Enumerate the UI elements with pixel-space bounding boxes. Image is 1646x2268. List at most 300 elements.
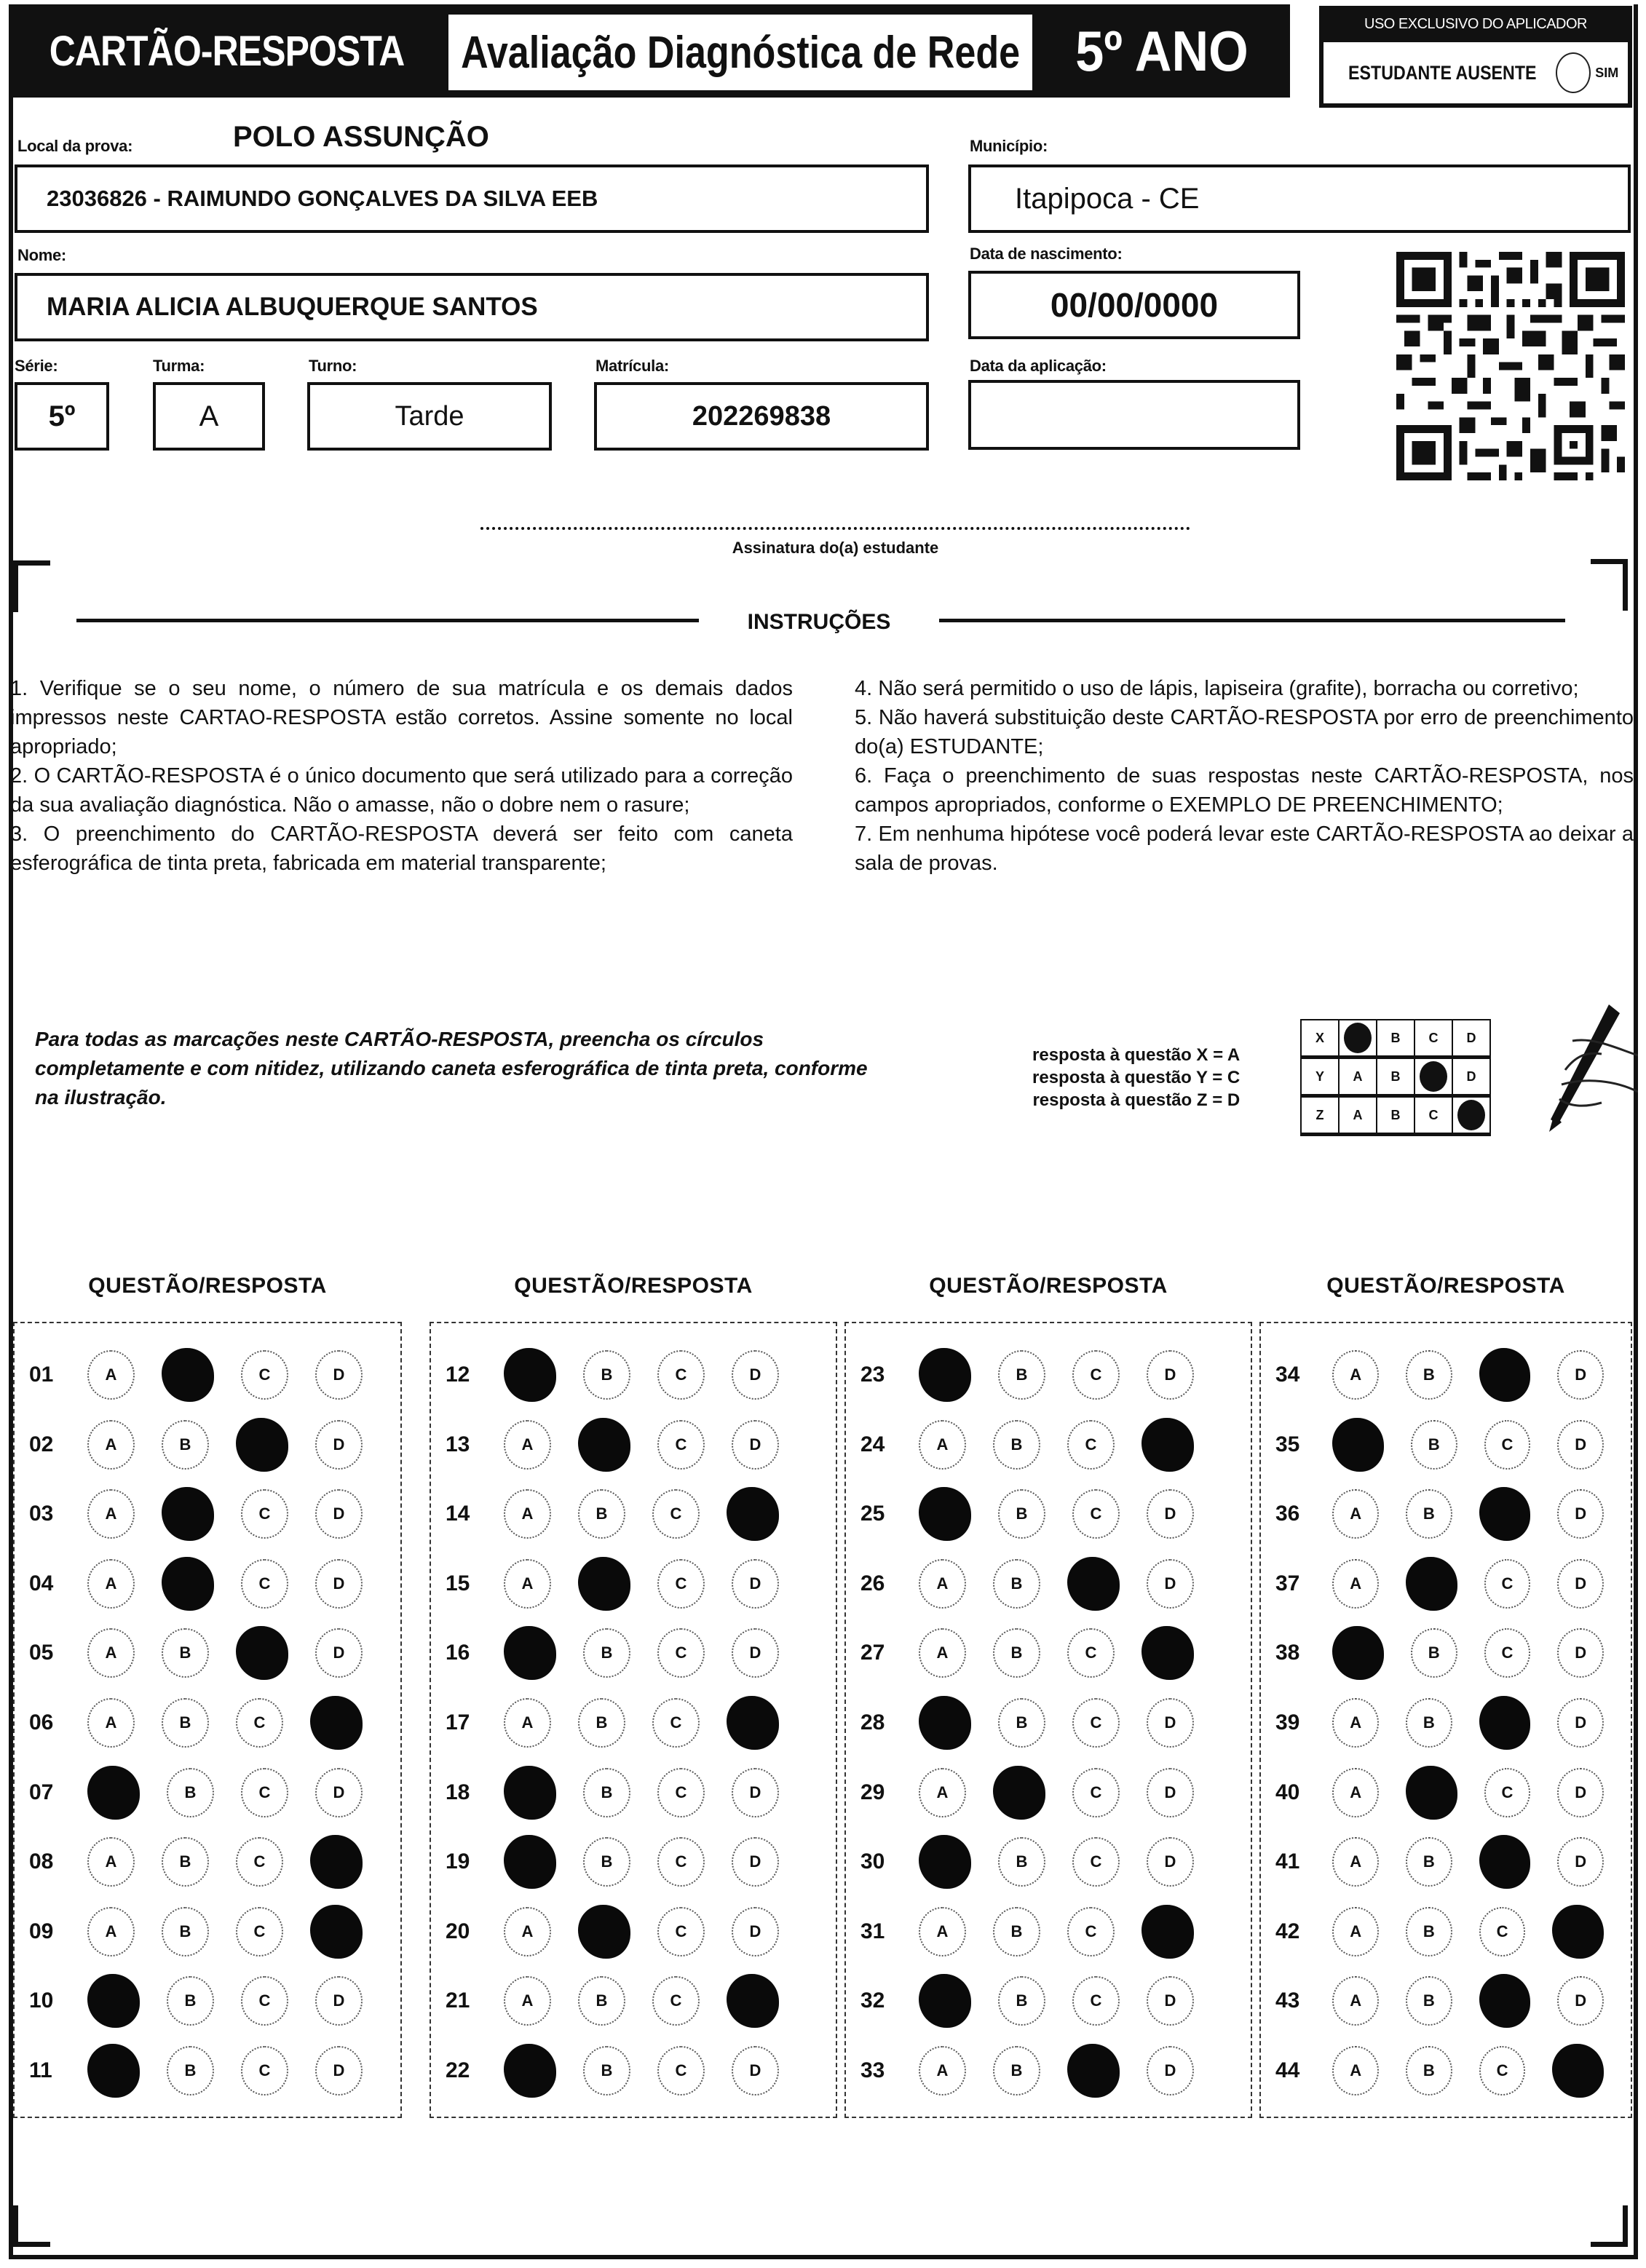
answer-bubble[interactable]: C bbox=[236, 1907, 283, 1956]
example-option: D bbox=[1452, 1020, 1490, 1058]
question-column-header: QUESTÃO/RESPOSTA bbox=[514, 1274, 753, 1298]
aplicacao-field[interactable] bbox=[968, 380, 1300, 450]
fill-example-table bbox=[1300, 1019, 1491, 1136]
answer-bubble-filled[interactable] bbox=[993, 1766, 1045, 1820]
answer-bubble-filled[interactable] bbox=[1479, 1487, 1531, 1541]
question-row bbox=[15, 2045, 400, 2097]
answer-bubble[interactable]: B bbox=[998, 1837, 1045, 1887]
answer-bubble-filled[interactable] bbox=[310, 1835, 363, 1889]
turno-field bbox=[307, 382, 552, 451]
answer-bubble-filled[interactable] bbox=[919, 1487, 971, 1541]
answer-bubble[interactable]: A bbox=[87, 1628, 135, 1678]
answer-bubble-filled[interactable] bbox=[727, 1974, 779, 2028]
answer-bubble-filled[interactable] bbox=[1479, 1348, 1531, 1402]
answer-bubble[interactable]: C bbox=[1072, 1350, 1120, 1400]
question-number: 03 bbox=[29, 1502, 54, 1526]
answer-bubble[interactable]: B bbox=[1406, 1837, 1452, 1887]
answer-bubble[interactable]: D bbox=[1557, 1489, 1604, 1539]
answer-bubble-filled[interactable] bbox=[1552, 1905, 1604, 1959]
answer-bubble[interactable]: B bbox=[998, 1350, 1045, 1400]
filled-bubble-icon bbox=[1344, 1023, 1372, 1053]
answer-bubble-filled[interactable] bbox=[727, 1696, 779, 1750]
question-number: 10 bbox=[29, 1989, 54, 2013]
answer-bubble[interactable]: C bbox=[1479, 2046, 1526, 2095]
answer-bubble[interactable]: D bbox=[1557, 1976, 1604, 2026]
nascimento-field bbox=[968, 271, 1300, 339]
example-option: A bbox=[1339, 1096, 1377, 1135]
answer-bubble[interactable]: D bbox=[1557, 1420, 1604, 1470]
answer-bubble[interactable]: D bbox=[1557, 1628, 1604, 1678]
answer-bubble[interactable]: A bbox=[87, 1698, 135, 1748]
answer-bubble[interactable]: A bbox=[504, 1976, 551, 2026]
answer-bubble[interactable]: C bbox=[1067, 1628, 1115, 1678]
answer-bubble[interactable]: B bbox=[998, 1698, 1045, 1748]
turma-field bbox=[153, 382, 265, 451]
answer-bubble[interactable]: C bbox=[657, 1837, 705, 1887]
example-option: B bbox=[1377, 1020, 1414, 1058]
answer-bubble[interactable]: A bbox=[1332, 1837, 1379, 1887]
answer-bubble-filled[interactable] bbox=[1141, 1905, 1194, 1959]
answer-bubble[interactable]: C bbox=[657, 2046, 705, 2095]
answer-bubble[interactable]: B bbox=[167, 2046, 214, 2095]
answer-bubble[interactable]: B bbox=[1411, 1420, 1457, 1470]
answer-bubble[interactable]: C bbox=[236, 1698, 283, 1748]
answer-bubble-filled[interactable] bbox=[919, 1974, 971, 2028]
answer-bubble-filled[interactable] bbox=[162, 1557, 214, 1611]
filled-bubble-icon bbox=[1420, 1061, 1447, 1092]
answer-bubble[interactable]: B bbox=[583, 1628, 630, 1678]
answer-bubble[interactable]: C bbox=[657, 1420, 705, 1470]
answer-bubble[interactable]: A bbox=[87, 1907, 135, 1956]
answer-bubble[interactable]: B bbox=[993, 1628, 1040, 1678]
answer-bubble-filled[interactable] bbox=[236, 1418, 288, 1472]
instructions-right-column bbox=[855, 674, 1634, 878]
question-row bbox=[1261, 1349, 1631, 1401]
answer-bubble[interactable]: B bbox=[1411, 1628, 1457, 1678]
example-legend-item: resposta à questão Y = C bbox=[1032, 1068, 1241, 1087]
question-number: 39 bbox=[1275, 1710, 1300, 1734]
aplicacao-label: Data da aplicação: bbox=[970, 357, 1107, 375]
answer-bubble[interactable]: C bbox=[1072, 1837, 1120, 1887]
answer-bubble[interactable]: B bbox=[1406, 1698, 1452, 1748]
answer-bubble[interactable]: B bbox=[1406, 1907, 1452, 1956]
answer-bubble[interactable]: B bbox=[167, 1976, 214, 2026]
question-number: 09 bbox=[29, 1919, 54, 1943]
matricula-value: 202269838 bbox=[692, 400, 831, 432]
municipio-label: Município: bbox=[970, 137, 1048, 155]
answer-bubble[interactable]: B bbox=[162, 1907, 209, 1956]
question-row bbox=[15, 1906, 400, 1958]
question-row bbox=[431, 1836, 836, 1888]
answer-bubble[interactable]: D bbox=[732, 1420, 779, 1470]
question-number: 24 bbox=[860, 1432, 885, 1456]
question-row bbox=[15, 1767, 400, 1819]
question-number: 37 bbox=[1275, 1571, 1300, 1595]
answer-bubble[interactable]: D bbox=[732, 2046, 779, 2095]
answer-bubble-filled[interactable] bbox=[504, 1348, 556, 1402]
answer-bubble[interactable]: D bbox=[315, 1350, 363, 1400]
question-number: 02 bbox=[29, 1432, 54, 1456]
answer-bubble[interactable]: C bbox=[1067, 1907, 1115, 1956]
answer-bubble[interactable]: A bbox=[504, 1907, 551, 1956]
answer-bubble-filled[interactable] bbox=[1479, 1696, 1531, 1750]
question-number: 17 bbox=[446, 1710, 470, 1734]
answer-bubble[interactable]: B bbox=[993, 2046, 1040, 2095]
example-option: C bbox=[1414, 1020, 1452, 1058]
answer-bubble-filled[interactable] bbox=[162, 1348, 214, 1402]
answer-bubble-filled[interactable] bbox=[919, 1835, 971, 1889]
question-row bbox=[846, 1558, 1251, 1610]
example-question-label: Y bbox=[1301, 1058, 1339, 1096]
answer-bubble[interactable]: C bbox=[657, 1768, 705, 1817]
answer-bubble[interactable]: D bbox=[732, 1907, 779, 1956]
answer-bubble[interactable]: C bbox=[657, 1559, 705, 1609]
question-column-header: QUESTÃO/RESPOSTA bbox=[929, 1274, 1168, 1298]
instructions-left-column bbox=[10, 674, 793, 878]
answer-bubble-filled[interactable] bbox=[919, 1696, 971, 1750]
example-legend-item: resposta à questão X = A bbox=[1032, 1045, 1241, 1065]
question-row bbox=[1261, 1697, 1631, 1749]
answer-bubble[interactable]: A bbox=[919, 1907, 966, 1956]
answer-bubble[interactable]: D bbox=[315, 1559, 363, 1609]
answer-bubble[interactable]: A bbox=[1332, 1489, 1379, 1539]
answer-bubble[interactable]: A bbox=[919, 2046, 966, 2095]
answer-bubble[interactable]: C bbox=[657, 1350, 705, 1400]
answer-bubble[interactable]: B bbox=[162, 1837, 209, 1887]
question-column-header: QUESTÃO/RESPOSTA bbox=[88, 1274, 327, 1298]
answer-bubble[interactable]: A bbox=[1332, 1350, 1379, 1400]
answer-bubble-filled[interactable] bbox=[87, 2044, 140, 2098]
answer-bubble[interactable]: A bbox=[87, 1489, 135, 1539]
answer-bubble[interactable]: A bbox=[1332, 2046, 1379, 2095]
answer-bubble[interactable]: C bbox=[657, 1907, 705, 1956]
answer-bubble[interactable]: A bbox=[87, 1350, 135, 1400]
answer-bubble-filled[interactable] bbox=[578, 1557, 630, 1611]
answer-bubble[interactable]: C bbox=[241, 1489, 288, 1539]
question-number: 20 bbox=[446, 1919, 470, 1943]
answer-bubble[interactable]: B bbox=[583, 1768, 630, 1817]
question-number: 19 bbox=[446, 1849, 470, 1874]
question-row bbox=[1261, 1419, 1631, 1471]
question-number: 34 bbox=[1275, 1363, 1300, 1387]
answer-bubble[interactable]: D bbox=[315, 1628, 363, 1678]
question-row bbox=[1261, 1975, 1631, 2027]
answer-bubble[interactable]: B bbox=[583, 2046, 630, 2095]
question-number: 05 bbox=[29, 1641, 54, 1665]
example-row bbox=[1301, 1058, 1490, 1096]
answer-bubble[interactable]: A bbox=[504, 1698, 551, 1748]
answer-bubble[interactable]: A bbox=[1332, 1698, 1379, 1748]
example-option: B bbox=[1377, 1058, 1414, 1096]
qr-code-icon bbox=[1396, 251, 1625, 481]
instruction-item: 2. O CARTÃO-RESPOSTA é o único documento que será utilizado para a correção da sua avaliação diagnóstica. Não o amasse, não o dobre nem o rasure; bbox=[10, 764, 793, 817]
answer-bubble[interactable]: D bbox=[315, 1976, 363, 2026]
nascimento-value: 00/00/0000 bbox=[1050, 286, 1219, 324]
card-title-text: CARTÃO-RESPOSTA bbox=[50, 27, 405, 75]
answer-bubble-filled[interactable] bbox=[1479, 1974, 1531, 2028]
answer-bubble[interactable]: C bbox=[1484, 1628, 1531, 1678]
answer-bubble-filled[interactable] bbox=[1332, 1418, 1384, 1472]
question-number: 31 bbox=[860, 1919, 885, 1943]
question-number: 43 bbox=[1275, 1989, 1300, 2013]
answer-bubble[interactable]: C bbox=[1072, 1768, 1120, 1817]
example-option: A bbox=[1339, 1058, 1377, 1096]
school-field bbox=[15, 164, 929, 233]
answer-bubble[interactable]: C bbox=[241, 2046, 288, 2095]
matricula-label: Matrícula: bbox=[596, 357, 669, 375]
answer-bubble[interactable]: A bbox=[1332, 1768, 1379, 1817]
answer-bubble[interactable]: C bbox=[1072, 1698, 1120, 1748]
question-number: 25 bbox=[860, 1502, 885, 1526]
answer-bubble[interactable]: A bbox=[87, 1420, 135, 1470]
question-row bbox=[846, 1488, 1251, 1540]
answer-bubble[interactable]: A bbox=[919, 1768, 966, 1817]
answer-bubble[interactable]: B bbox=[993, 1420, 1040, 1470]
example-option: D bbox=[1452, 1058, 1490, 1096]
answer-bubble[interactable]: D bbox=[732, 1628, 779, 1678]
absent-label: ESTUDANTE AUSENTE bbox=[1348, 61, 1537, 84]
answer-bubble-filled[interactable] bbox=[504, 1835, 556, 1889]
answer-bubble[interactable]: C bbox=[1484, 1559, 1531, 1609]
answer-bubble-filled[interactable] bbox=[236, 1626, 288, 1680]
answer-bubble[interactable]: C bbox=[652, 1976, 700, 2026]
question-number: 38 bbox=[1275, 1641, 1300, 1665]
exam-title-text: Avaliação Diagnóstica de Rede bbox=[461, 27, 1020, 78]
answer-bubble[interactable]: C bbox=[1484, 1768, 1531, 1817]
question-number: 07 bbox=[29, 1780, 54, 1804]
absent-field bbox=[1323, 42, 1628, 103]
answer-bubble-filled[interactable] bbox=[1067, 2044, 1120, 2098]
answer-bubble[interactable]: C bbox=[236, 1837, 283, 1887]
answer-bubble-filled[interactable] bbox=[504, 1766, 556, 1820]
nascimento-label: Data de nascimento: bbox=[970, 245, 1123, 263]
answer-bubble[interactable]: D bbox=[1147, 1698, 1194, 1748]
answer-bubble[interactable]: D bbox=[732, 1837, 779, 1887]
signature-line[interactable] bbox=[480, 527, 1190, 530]
local-label: Local da prova: bbox=[17, 137, 133, 155]
answer-bubble[interactable]: C bbox=[241, 1976, 288, 2026]
question-number: 44 bbox=[1275, 2058, 1300, 2082]
answer-bubble[interactable]: D bbox=[315, 1420, 363, 1470]
answer-bubble[interactable]: D bbox=[732, 1768, 779, 1817]
answer-bubble-filled[interactable] bbox=[87, 1974, 140, 2028]
answer-bubble-filled[interactable] bbox=[310, 1905, 363, 1959]
question-row bbox=[431, 1627, 836, 1679]
question-number: 33 bbox=[860, 2058, 885, 2082]
exam-title bbox=[446, 12, 1035, 93]
answer-bubble[interactable]: D bbox=[1147, 1489, 1194, 1539]
question-row bbox=[1261, 1558, 1631, 1610]
answer-bubble-filled[interactable] bbox=[1552, 2044, 1604, 2098]
question-number: 26 bbox=[860, 1571, 885, 1595]
answer-bubble[interactable]: B bbox=[993, 1559, 1040, 1609]
instructions-rule-right bbox=[939, 619, 1565, 622]
question-row bbox=[846, 1975, 1251, 2027]
answer-bubble[interactable]: D bbox=[1147, 1350, 1194, 1400]
turno-label: Turno: bbox=[309, 357, 357, 375]
question-number: 40 bbox=[1275, 1780, 1300, 1804]
question-row bbox=[15, 1836, 400, 1888]
question-number: 18 bbox=[446, 1780, 470, 1804]
answer-bubble[interactable]: D bbox=[732, 1350, 779, 1400]
instructions-title: INSTRUÇÕES bbox=[747, 610, 891, 634]
answer-bubble[interactable]: C bbox=[657, 1628, 705, 1678]
example-row bbox=[1301, 1096, 1490, 1135]
answer-bubble[interactable]: B bbox=[162, 1420, 209, 1470]
answer-bubble[interactable]: B bbox=[1406, 1976, 1452, 2026]
absent-bubble[interactable] bbox=[1556, 52, 1591, 93]
answer-bubble[interactable]: D bbox=[1147, 2046, 1194, 2095]
answer-bubble[interactable]: D bbox=[1147, 1837, 1194, 1887]
applicator-caption: USO EXCLUSIVO DO APLICADOR bbox=[1364, 16, 1587, 32]
answer-bubble[interactable]: A bbox=[504, 1489, 551, 1539]
answer-bubble[interactable]: C bbox=[1484, 1420, 1531, 1470]
answer-bubble[interactable]: B bbox=[162, 1628, 209, 1678]
answer-bubble[interactable]: A bbox=[919, 1420, 966, 1470]
answer-bubble-filled[interactable] bbox=[504, 2044, 556, 2098]
answer-bubble[interactable]: D bbox=[315, 1768, 363, 1817]
question-row bbox=[1261, 1767, 1631, 1819]
question-row bbox=[846, 1906, 1251, 1958]
answer-bubble[interactable]: C bbox=[241, 1768, 288, 1817]
question-row bbox=[15, 1697, 400, 1749]
answer-bubble[interactable]: B bbox=[1406, 1489, 1452, 1539]
question-row bbox=[15, 1975, 400, 2027]
answer-bubble[interactable]: C bbox=[652, 1489, 700, 1539]
answer-bubble-filled[interactable] bbox=[310, 1696, 363, 1750]
answer-bubble[interactable]: D bbox=[1147, 1976, 1194, 2026]
answer-bubble[interactable]: B bbox=[1406, 2046, 1452, 2095]
instruction-item: 7. Em nenhuma hipótese você poderá levar este CARTÃO-RESPOSTA ao deixar a sala de provas. bbox=[855, 822, 1634, 875]
question-number: 23 bbox=[860, 1363, 885, 1387]
answer-bubble-filled[interactable] bbox=[578, 1418, 630, 1472]
answer-bubble[interactable]: D bbox=[1557, 1768, 1604, 1817]
school-value: 23036826 - RAIMUNDO GONÇALVES DA SILVA EEB bbox=[47, 186, 598, 211]
serie-field bbox=[15, 382, 109, 451]
answer-bubble-filled[interactable] bbox=[1332, 1626, 1384, 1680]
instruction-item: 5. Não haverá substituição deste CARTÃO-RESPOSTA por erro de preenchimento do(a) ESTUDANTE; bbox=[855, 706, 1634, 758]
example-option bbox=[1339, 1020, 1377, 1058]
answer-bubble[interactable]: C bbox=[1072, 1489, 1120, 1539]
answer-bubble[interactable]: B bbox=[578, 1698, 625, 1748]
answer-bubble[interactable]: B bbox=[578, 1976, 625, 2026]
answer-bubble-filled[interactable] bbox=[1479, 1835, 1531, 1889]
answer-column-panel bbox=[13, 1322, 402, 2118]
answer-bubble[interactable]: C bbox=[241, 1559, 288, 1609]
question-row bbox=[431, 1767, 836, 1819]
answer-bubble-filled[interactable] bbox=[87, 1766, 140, 1820]
answer-bubble[interactable]: B bbox=[998, 1976, 1045, 2026]
answer-bubble-filled[interactable] bbox=[578, 1905, 630, 1959]
instruction-item: 3. O preenchimento do CARTÃO-RESPOSTA deverá ser feito com caneta esferográfica de tinta preta, fabricada em material transparente; bbox=[10, 822, 793, 875]
answer-bubble-filled[interactable] bbox=[504, 1626, 556, 1680]
answer-bubble[interactable]: A bbox=[919, 1559, 966, 1609]
answer-bubble[interactable]: B bbox=[993, 1907, 1040, 1956]
nome-label: Nome: bbox=[17, 246, 66, 264]
filled-bubble-icon bbox=[1457, 1100, 1485, 1130]
answer-bubble[interactable]: D bbox=[1557, 1837, 1604, 1887]
question-number: 08 bbox=[29, 1849, 54, 1874]
question-number: 16 bbox=[446, 1641, 470, 1665]
answer-bubble[interactable]: D bbox=[315, 1489, 363, 1539]
question-number: 29 bbox=[860, 1780, 885, 1804]
question-row bbox=[431, 1488, 836, 1540]
serie-value: 5º bbox=[48, 400, 76, 432]
question-column-header: QUESTÃO/RESPOSTA bbox=[1326, 1274, 1565, 1298]
answer-bubble[interactable]: C bbox=[1072, 1976, 1120, 2026]
answer-bubble[interactable]: B bbox=[167, 1768, 214, 1817]
answer-bubble[interactable]: A bbox=[87, 1837, 135, 1887]
question-row bbox=[431, 1906, 836, 1958]
municipio-field bbox=[968, 164, 1631, 233]
answer-bubble[interactable]: C bbox=[1479, 1907, 1526, 1956]
question-number: 12 bbox=[446, 1363, 470, 1387]
instructions-rule-left bbox=[76, 619, 699, 622]
answer-bubble[interactable]: A bbox=[919, 1628, 966, 1678]
answer-bubble[interactable]: B bbox=[162, 1698, 209, 1748]
answer-bubble[interactable]: B bbox=[583, 1837, 630, 1887]
question-number: 15 bbox=[446, 1571, 470, 1595]
answer-bubble-filled[interactable] bbox=[1067, 1557, 1120, 1611]
question-row bbox=[15, 1419, 400, 1471]
question-row bbox=[1261, 1836, 1631, 1888]
answer-bubble[interactable]: A bbox=[504, 1559, 551, 1609]
answer-bubble-filled[interactable] bbox=[162, 1487, 214, 1541]
answer-bubble-filled[interactable] bbox=[1141, 1418, 1194, 1472]
answer-bubble-filled[interactable] bbox=[1406, 1557, 1457, 1611]
answer-bubble[interactable]: D bbox=[1557, 1350, 1604, 1400]
corner-mark-top-left bbox=[13, 560, 50, 612]
answer-bubble[interactable]: B bbox=[998, 1489, 1045, 1539]
turma-value: A bbox=[199, 400, 219, 432]
question-row bbox=[846, 1767, 1251, 1819]
answer-bubble-filled[interactable] bbox=[727, 1487, 779, 1541]
answer-bubble[interactable]: A bbox=[1332, 1559, 1379, 1609]
answer-bubble[interactable]: D bbox=[1557, 1559, 1604, 1609]
answer-bubble-filled[interactable] bbox=[1406, 1766, 1457, 1820]
answer-bubble[interactable]: D bbox=[315, 2046, 363, 2095]
answer-bubble[interactable]: A bbox=[1332, 1907, 1379, 1956]
example-option: C bbox=[1414, 1096, 1452, 1135]
matricula-field bbox=[594, 382, 929, 451]
answer-bubble[interactable]: B bbox=[578, 1489, 625, 1539]
answer-bubble[interactable]: D bbox=[1147, 1768, 1194, 1817]
pen-hand-icon bbox=[1492, 997, 1638, 1143]
question-row bbox=[431, 1349, 836, 1401]
answer-bubble[interactable]: A bbox=[504, 1420, 551, 1470]
answer-bubble-filled[interactable] bbox=[919, 1348, 971, 1402]
turma-label: Turma: bbox=[153, 357, 205, 375]
answer-bubble[interactable]: C bbox=[241, 1350, 288, 1400]
instruction-item: 6. Faça o preenchimento de suas respostas neste CARTÃO-RESPOSTA, nos campos apropriados, conforme o EXEMPLO DE PREENCHIMENTO; bbox=[855, 764, 1634, 817]
answer-bubble[interactable]: B bbox=[1406, 1350, 1452, 1400]
grade-title bbox=[1035, 4, 1289, 98]
answer-bubble-filled[interactable] bbox=[1141, 1626, 1194, 1680]
answer-bubble[interactable]: D bbox=[1557, 1698, 1604, 1748]
corner-mark-top-right bbox=[1591, 559, 1628, 611]
answer-bubble[interactable]: B bbox=[583, 1350, 630, 1400]
question-row bbox=[431, 1975, 836, 2027]
answer-bubble[interactable]: C bbox=[652, 1698, 700, 1748]
answer-bubble[interactable]: A bbox=[1332, 1976, 1379, 2026]
question-number: 21 bbox=[446, 1989, 470, 2013]
answer-bubble[interactable]: A bbox=[87, 1559, 135, 1609]
question-number: 41 bbox=[1275, 1849, 1300, 1874]
answer-bubble[interactable]: C bbox=[1067, 1420, 1115, 1470]
answer-bubble[interactable]: D bbox=[1147, 1559, 1194, 1609]
question-row bbox=[1261, 1488, 1631, 1540]
answer-bubble[interactable]: D bbox=[732, 1559, 779, 1609]
